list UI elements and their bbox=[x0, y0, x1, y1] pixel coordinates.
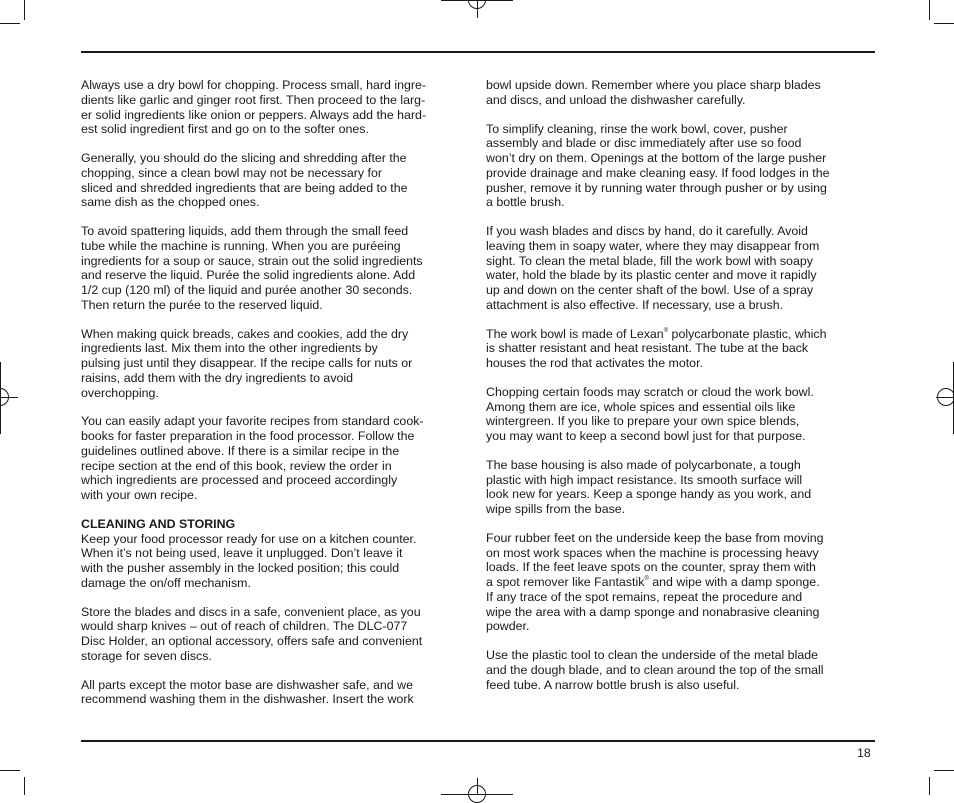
paragraph: If you wash blades and discs by hand, do it carefully. Avoid leaving them in soapy water, where they may disappear from sight. To clean the metal blade, fill the work bowl with soapy water, hold the blade by its plastic center and move it rapidly up and down on the center shaft of the bowl. Use of a spray attachment is also effective. If necessary, use a brush. bbox=[486, 224, 820, 312]
paragraph: The base housing is also made of polycarbonate, a tough plastic with high impact resistance. Its smooth surface will look new for years. Keep a sponge handy as you work, and wipe spills from the base. bbox=[486, 457, 812, 516]
paragraph: When making quick breads, cakes and cookies, add the dry ingredients last. Mix them into the other ingredients by pulsing just until they disappear. If the recipe calls for nuts or raisins, add them with the dry ingredients to avoid overchopping. bbox=[81, 326, 413, 400]
paragraph: You can easily adapt your favorite recipes from standard cook- books for faster preparation in the food processor. Follow the guidelines outlined above. If there is a similar recipe in the recipe section at the end of this book, review the order in which ingredients are processed and proceed accordingly with your own recipe. bbox=[81, 414, 424, 502]
paragraph: To avoid spattering liquids, add them through the small feed tube while the machine is running. When you are puréeing ingredients for a soup or sauce, strain out the solid ingredients and reserve the liquid. Purée the solid ingredients alone. Add 1/2 cup (120 ml) of the liquid and purée another 30 seconds. Then return the purée to the reserved liquid. bbox=[81, 224, 423, 312]
paragraph-feet: Four rubber feet on the underside keep the base from moving on most work spaces when the machine is processing heavy loads. If the feet leave spots on the counter, spray them with a spot remover like Fantastik® and wipe with a damp sponge. If any trace of the spot remains, repeat the procedure and wipe the area with a damp sponge and nonabrasive cleaning powder. bbox=[486, 530, 824, 634]
page-number: 18 bbox=[857, 746, 871, 760]
registered-mark: ® bbox=[663, 327, 669, 334]
paragraph-lexan: The work bowl is made of Lexan® polycarbonate plastic, which is shatter resistant and heat resistant. The tube at the back houses the rod that activates the motor. bbox=[486, 326, 827, 370]
crop-mark bbox=[929, 0, 930, 20]
crop-mark bbox=[24, 0, 25, 20]
footer-rule bbox=[81, 740, 875, 742]
cleaning-section: CLEANING AND STORING Keep your food processor ready for use on a kitchen counter. When it’s not being used, leave it unplugged. Don’t leave it with the pusher assembly in the locked position; this could damage the on/off mechanism. bbox=[81, 517, 471, 591]
header-rule bbox=[81, 51, 875, 53]
left-column bbox=[81, 78, 471, 721]
paragraph: All parts except the motor base are dishwasher safe, and we recommend washing them in the dishwasher. Insert the work bbox=[81, 677, 414, 707]
paragraph: Use the plastic tool to clean the underside of the metal blade and the dough blade, and to clean around the top of the small feed tube. A narrow bottle brush is also useful. bbox=[486, 648, 824, 692]
paragraph: Chopping certain foods may scratch or cloud the work bowl. Among them are ice, whole spices and essential oils like wintergreen. If you like to prepare your own spice blends, you may want to keep a second bowl just for that purpose. bbox=[486, 384, 814, 443]
paragraph: Store the blades and discs in a safe, convenient place, as you would sharp knives – out of reach of children. The DLC-077 Disc Holder, an optional accessory, offers safe and convenient storage for seven discs. bbox=[81, 604, 423, 663]
registered-mark: ® bbox=[644, 576, 649, 582]
crop-mark bbox=[0, 770, 20, 771]
crop-mark bbox=[934, 770, 954, 771]
paragraph: To simplify cleaning, rinse the work bowl, cover, pusher assembly and blade or disc immediately after use so food won’t dry on them. Openings at the bottom of the large pusher provide drainage and make cleaning easy. If food lodges in the pusher, remove it by running water through pusher or by using a bottle brush. bbox=[486, 121, 830, 210]
crop-mark bbox=[929, 777, 930, 795]
right-column bbox=[486, 78, 878, 706]
crop-mark bbox=[24, 777, 25, 795]
crop-mark bbox=[934, 23, 954, 24]
paragraph: bowl upside down. Remember where you place sharp blades and discs, and unload the dishwasher carefully. bbox=[486, 78, 821, 107]
paragraph: Always use a dry bowl for chopping. Process small, hard ingre- dients like garlic and ginger root first. Then proceed to the larg- er solid ingredients like onion or peppers. Always add the hard- est solid ingredient first and go on to the softer ones. bbox=[81, 78, 427, 137]
section-heading: CLEANING AND STORING bbox=[81, 516, 236, 531]
crop-mark bbox=[0, 23, 20, 24]
paragraph: Generally, you should do the slicing and shredding after the chopping, since a clean bowl may not be necessary for sliced and shredded ingredients that are being added to the same dish as the chopped ones. bbox=[81, 151, 408, 210]
